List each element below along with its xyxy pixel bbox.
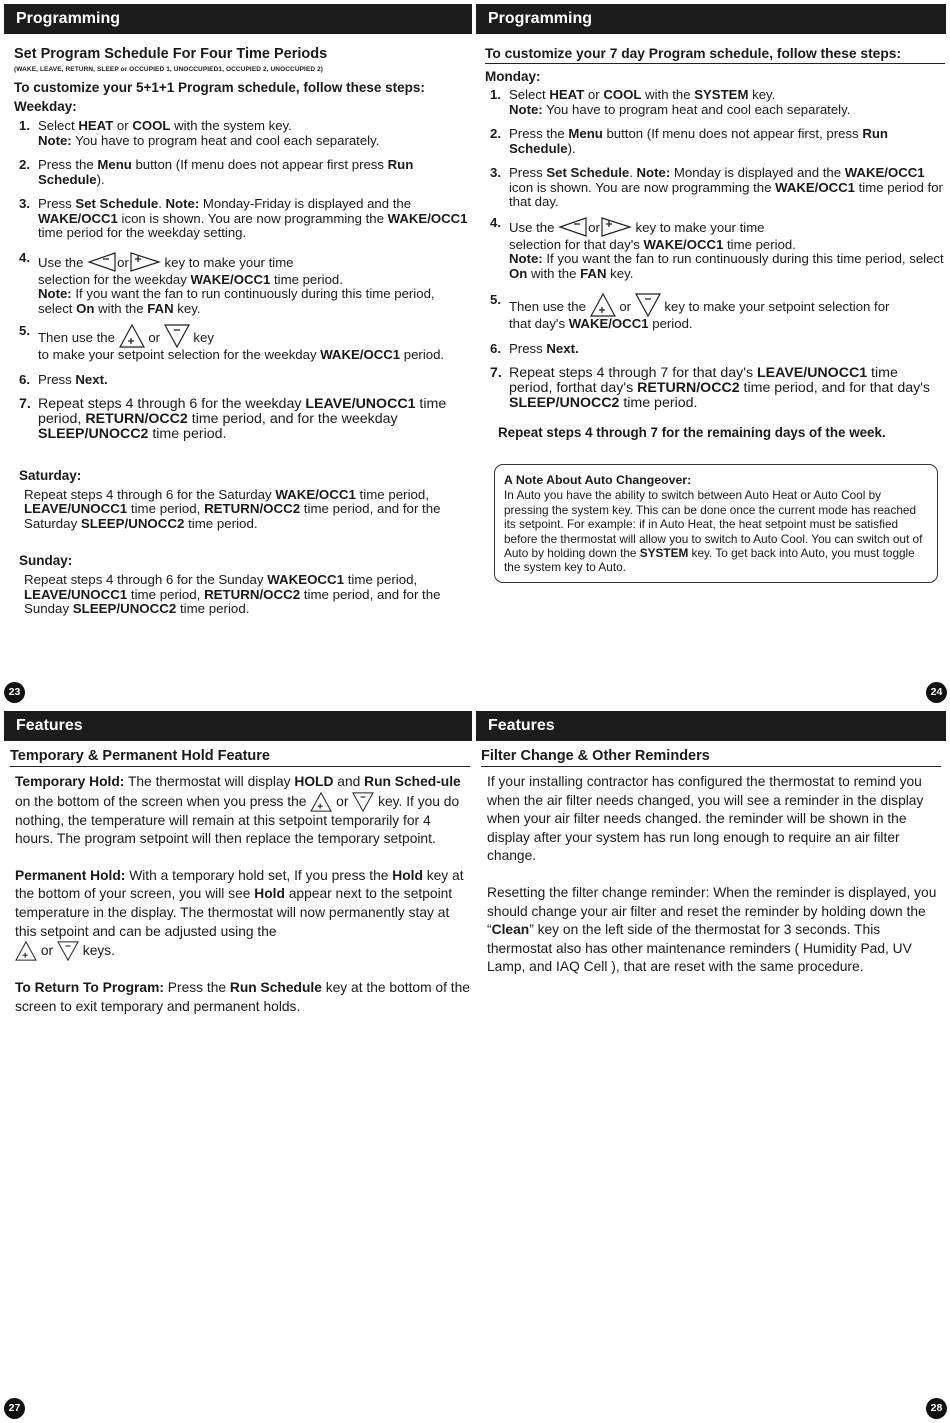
up-key-icon [310, 792, 332, 812]
page-number-28: 28 [926, 1398, 947, 1419]
p24-step-2: 2. Press the Menu button (If menu does not appear first, press Run Schedule). [490, 126, 888, 156]
plus-key-icon [129, 251, 161, 273]
page28-heading: Filter Change & Other Reminders [481, 748, 941, 767]
permanent-hold-text: Permanent Hold: With a temporary hold set, If you press the Hold key at the bottom of your screen, you will see Hold appear next to the setpoint temperature in the display. The thermostat will now permanently stay at this setpoint and can be adjusted using the or keys. [10, 867, 470, 961]
p23-step-4: 4. Use the or key to make your time selection for the weekday WAKE/OCC1 time period. Note: If you want the fan to run continuously during this time period, select On with the FAN key. [19, 249, 435, 316]
note-title: A Note About Auto Changeover: [504, 473, 692, 487]
monday-label: Monday: [485, 69, 541, 84]
p23-step-2: 2. Press the Menu button (If menu does not appear first press Run Schedule). [19, 157, 414, 187]
saturday-label: Saturday: [19, 468, 82, 483]
page23-intro: To customize your 5+1+1 Program schedule, follow these steps: [14, 80, 425, 95]
page28-bar-title: Features [488, 717, 555, 734]
sunday-text: Repeat steps 4 through 6 for the Sunday WAKEOCC1 time period, LEAVE/UNOCC1 time period, RETURN/OCC2 time period, and for the Sunday SLEEP/UNOCC2 time period. [24, 572, 441, 617]
weekday-label: Weekday: [14, 99, 77, 114]
page24-content [485, 46, 945, 440]
sunday-label: Sunday: [19, 553, 73, 569]
p23-step-7: 7. Repeat steps 4 through 6 for the weekday LEAVE/UNOCC1 time period, RETURN/OCC2 time period, and for the weekday SLEEP/UNOCC2 time period. [19, 396, 447, 442]
page-number-27: 27 [4, 1398, 25, 1419]
page24-bar-title: Programming [488, 10, 593, 27]
p23-step-5: 5. Then use the or key to make your setpoint selection for the weekday WAKE/OCC1 period. [19, 323, 445, 362]
page23-bar-title: Programming [16, 10, 121, 27]
repeat-note: Repeat steps 4 through 7 for the remaining days of the week. [498, 425, 886, 440]
down-key-icon [164, 324, 190, 348]
p24-step-6: 6. Press Next. [490, 340, 579, 356]
page24-heading: To customize your 7 day Program schedule, follow these steps: [485, 46, 945, 64]
page23-heading: Set Program Schedule For Four Time Periods [14, 46, 328, 62]
page23-title-bar [4, 4, 472, 34]
page-number-23: 23 [4, 682, 25, 703]
down-key-icon [57, 941, 79, 961]
filter-reminder-text: If your installing contractor has configured the thermostat to remind you when the air filter needs changed, you will see a reminder in the display when your air filter needs changed. the reminder will be shown in the display after your system has run long enough to require an air filter change. [487, 774, 924, 864]
page27-title-bar [4, 711, 472, 741]
page23-subnote: (WAKE, LEAVE, RETURN, SLEEP or OCCUPIED 1, UNOCCUPIED1, OCCUPIED 2, UNOCCUPIED 2) [14, 66, 324, 73]
auto-changeover-note [494, 464, 938, 583]
page27-heading: Temporary & Permanent Hold Feature [10, 748, 470, 767]
saturday-text: Repeat steps 4 through 6 for the Saturday WAKE/OCC1 time period, LEAVE/UNOCC1 time period, RETURN/OCC2 time period, and for the Saturday SLEEP/UNOCC2 time period. [24, 487, 441, 531]
minus-key-icon [87, 251, 117, 273]
page28-content [481, 748, 941, 977]
p23-step-3: 3. Press Set Schedule. Note: Monday-Friday is displayed and the WAKE/OCC1 icon is shown. You are now programming the WAKE/OCC1 time period for the weekday setting. [19, 196, 468, 240]
plus-key-icon [600, 216, 632, 238]
temporary-hold-text: Temporary Hold: The thermostat will display HOLD and Run Sched-ule on the bottom of the screen when you press the or key. If you do nothing, the temperature will remain at this setpoint temporarily for 4 hours. The program setpoint will then replace the temporary setpoint. [15, 774, 461, 847]
p24-step-1: 1. Select HEAT or COOL with the SYSTEM key. Note: You have to program heat and cool each separately. [490, 87, 851, 117]
page28-title-bar [476, 711, 946, 741]
p24-step-3: 3. Press Set Schedule. Note: Monday is displayed and the WAKE/OCC1 icon is shown. You are now programming the WAKE/OCC1 time period for that day. [490, 165, 943, 209]
minus-key-icon [558, 216, 588, 238]
note-body: In Auto you have the ability to switch between Auto Heat or Auto Cool by pressing the system key. This can be done once the current mode has reached its setpoint. For example: if in Auto Heat, the heat setpoint must be satisfied before the thermostat will allow you to switch to Auto Cool. You can switch out of Auto by holding down the SYSTEM key. To get back into Auto, you must toggle the system key to Auto. [504, 488, 923, 575]
down-key-icon [635, 293, 661, 317]
up-key-icon [590, 293, 616, 317]
page24-title-bar [476, 4, 946, 34]
page27-content [10, 748, 470, 1016]
up-key-icon [119, 324, 145, 348]
page27-bar-title: Features [16, 717, 83, 734]
up-key-icon [15, 941, 37, 961]
p24-step-5: 5. Then use the or key to make your setpoint selection for that day's WAKE/OCC1 period. [490, 292, 890, 331]
p23-step-1: 1. Select HEAT or COOL with the system key. Note: You have to program heat and cool each separately. [19, 118, 380, 148]
down-key-icon [352, 792, 374, 812]
p24-step-7: 7. Repeat steps 4 through 7 for that day's LEAVE/UNOCC1 time period, forthat day's RETURN/OCC2 time period, and for that day's SLEEP/UNOCC2 time period. [490, 365, 930, 411]
page-number-24: 24 [926, 682, 947, 703]
p24-step-4: 4. Use the or key to make your time selection for that day's WAKE/OCC1 time period. Note: If you want the fan to run continuously during this time period, select On with the FAN key. [490, 214, 944, 281]
p23-step-6: 6. Press Next. [19, 371, 108, 387]
page23-content [14, 46, 470, 616]
filter-reset-text: Resetting the filter change reminder: When the reminder is displayed, you should change your air filter and reset the reminder by holding down the “Clean” key on the left side of the thermostat for 3 seconds. This thermostat also has other maintenance reminders ( Humidity Pad, UV Lamp, and IAQ Cell ), that are reset with the same procedure. [487, 884, 937, 975]
return-to-program-text: To Return To Program: Press the Run Schedule key at the bottom of the screen to exit temporary and permanent holds. [15, 980, 470, 1014]
